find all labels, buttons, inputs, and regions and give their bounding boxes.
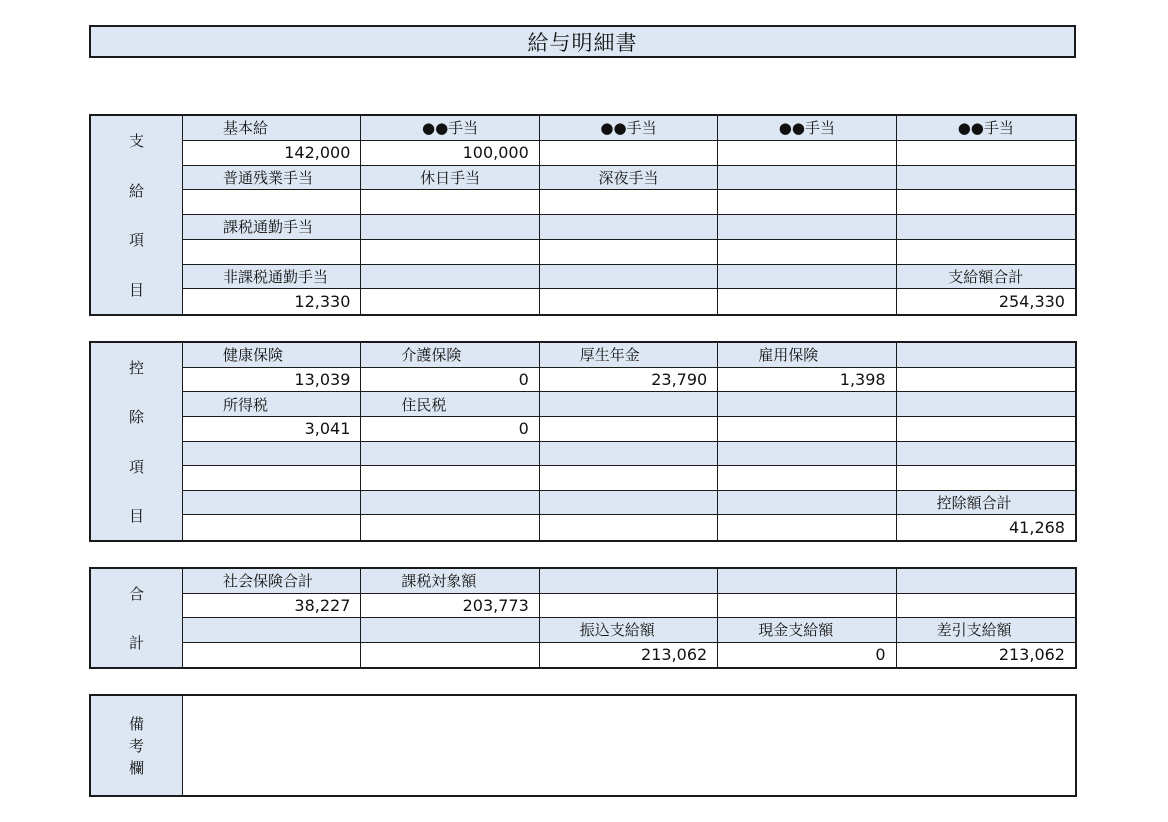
payments-label-cell bbox=[718, 265, 896, 290]
payments-label-cell bbox=[718, 166, 896, 191]
payments-value-cell[interactable]: 12,330 bbox=[183, 289, 361, 314]
payments-value-cell[interactable] bbox=[361, 240, 539, 265]
side-char: 計 bbox=[128, 634, 144, 652]
deductions-label-cell bbox=[183, 442, 361, 467]
side-char: 目 bbox=[128, 280, 144, 299]
totals-value-cell[interactable]: 0 bbox=[718, 643, 896, 668]
payments-value-cell[interactable] bbox=[540, 289, 718, 314]
deductions-label-cell bbox=[183, 491, 361, 516]
deductions-value-cell[interactable]: 0 bbox=[361, 368, 539, 393]
deductions-label-cell bbox=[540, 442, 718, 467]
page-title: 給与明細書 bbox=[89, 25, 1076, 58]
deductions-label-cell bbox=[718, 392, 896, 417]
payments-label-cell: 休日手当 bbox=[361, 166, 539, 191]
deductions-value-cell[interactable] bbox=[361, 515, 539, 540]
remarks-side-label bbox=[91, 696, 183, 795]
payments-label-cell: 非課税通勤手当 bbox=[183, 265, 361, 290]
totals-label-cell bbox=[540, 569, 718, 594]
side-char: 支 bbox=[128, 132, 144, 151]
totals-label-cell bbox=[718, 569, 896, 594]
deductions-label-cell bbox=[897, 392, 1075, 417]
payments-value-cell[interactable]: 100,000 bbox=[361, 141, 539, 166]
deductions-label-cell: 雇用保険 bbox=[718, 343, 896, 368]
deductions-value-cell[interactable] bbox=[718, 417, 896, 442]
deductions-value-cell[interactable] bbox=[897, 417, 1075, 442]
deductions-value-cell[interactable] bbox=[897, 466, 1075, 491]
deductions-value-cell[interactable]: 3,041 bbox=[183, 417, 361, 442]
side-char: 合 bbox=[128, 585, 144, 603]
payments-value-cell[interactable] bbox=[897, 240, 1075, 265]
deductions-label-cell bbox=[718, 442, 896, 467]
totals-label-cell: 振込支給額 bbox=[540, 618, 718, 643]
deductions-value-cell[interactable]: 1,398 bbox=[718, 368, 896, 393]
totals-value-cell[interactable]: 213,062 bbox=[540, 643, 718, 668]
totals-label-cell: 社会保険合計 bbox=[183, 569, 361, 594]
payments-value-cell[interactable] bbox=[897, 141, 1075, 166]
payments-grid bbox=[183, 116, 1075, 314]
payments-label-cell: 課税通勤手当 bbox=[183, 215, 361, 240]
payments-value-cell[interactable] bbox=[540, 190, 718, 215]
deductions-value-cell[interactable] bbox=[540, 417, 718, 442]
totals-value-cell[interactable] bbox=[718, 594, 896, 619]
totals-side-label bbox=[91, 569, 183, 667]
deductions-section bbox=[89, 341, 1077, 542]
deductions-label-cell bbox=[718, 491, 896, 516]
totals-value-cell[interactable] bbox=[361, 643, 539, 668]
deductions-grid bbox=[183, 343, 1075, 540]
payments-label-cell bbox=[361, 265, 539, 290]
payments-value-cell[interactable]: 254,330 bbox=[897, 289, 1075, 314]
totals-value-cell[interactable] bbox=[540, 594, 718, 619]
payments-label-cell: ●●手当 bbox=[540, 116, 718, 141]
payments-value-cell[interactable] bbox=[718, 240, 896, 265]
side-char: 目 bbox=[128, 506, 144, 525]
deductions-label-cell: 介護保険 bbox=[361, 343, 539, 368]
deductions-value-cell[interactable]: 23,790 bbox=[540, 368, 718, 393]
deductions-label-cell bbox=[540, 491, 718, 516]
payments-value-cell[interactable] bbox=[718, 190, 896, 215]
deductions-value-cell[interactable]: 13,039 bbox=[183, 368, 361, 393]
deductions-value-cell[interactable] bbox=[718, 466, 896, 491]
payments-label-cell bbox=[718, 215, 896, 240]
payments-label-cell: ●●手当 bbox=[361, 116, 539, 141]
deductions-label-cell bbox=[361, 442, 539, 467]
deductions-value-cell[interactable] bbox=[540, 515, 718, 540]
payments-side-label bbox=[91, 116, 183, 314]
deductions-label-cell: 控除額合計 bbox=[897, 491, 1075, 516]
payments-value-cell[interactable] bbox=[718, 289, 896, 314]
payments-label-cell: 深夜手当 bbox=[540, 166, 718, 191]
totals-value-cell[interactable]: 203,773 bbox=[361, 594, 539, 619]
payments-section bbox=[89, 114, 1077, 316]
payments-value-cell[interactable] bbox=[897, 190, 1075, 215]
payments-label-cell: 普通残業手当 bbox=[183, 166, 361, 191]
deductions-value-cell[interactable]: 0 bbox=[361, 417, 539, 442]
side-char: 項 bbox=[128, 231, 144, 250]
deductions-value-cell[interactable] bbox=[718, 515, 896, 540]
deductions-value-cell[interactable] bbox=[183, 466, 361, 491]
payments-value-cell[interactable] bbox=[361, 190, 539, 215]
payments-value-cell[interactable] bbox=[540, 240, 718, 265]
payments-value-cell[interactable]: 142,000 bbox=[183, 141, 361, 166]
totals-label-cell bbox=[183, 618, 361, 643]
payments-value-cell[interactable] bbox=[540, 141, 718, 166]
deductions-value-cell[interactable] bbox=[897, 368, 1075, 393]
totals-value-cell[interactable] bbox=[897, 594, 1075, 619]
deductions-label-cell bbox=[361, 491, 539, 516]
deductions-value-cell[interactable] bbox=[183, 515, 361, 540]
deductions-label-cell bbox=[897, 442, 1075, 467]
payments-value-cell[interactable] bbox=[361, 289, 539, 314]
payments-label-cell bbox=[540, 215, 718, 240]
deductions-label-cell: 厚生年金 bbox=[540, 343, 718, 368]
deductions-value-cell[interactable]: 41,268 bbox=[897, 515, 1075, 540]
side-char: 欄 bbox=[128, 758, 144, 777]
deductions-label-cell: 住民税 bbox=[361, 392, 539, 417]
totals-section bbox=[89, 567, 1077, 669]
deductions-label-cell: 健康保険 bbox=[183, 343, 361, 368]
payments-label-cell bbox=[897, 215, 1075, 240]
payments-value-cell[interactable] bbox=[183, 190, 361, 215]
payments-label-cell: ●●手当 bbox=[718, 116, 896, 141]
totals-label-cell bbox=[897, 569, 1075, 594]
totals-value-cell[interactable]: 213,062 bbox=[897, 643, 1075, 668]
payments-value-cell[interactable] bbox=[718, 141, 896, 166]
totals-grid bbox=[183, 569, 1075, 667]
totals-label-cell: 現金支給額 bbox=[718, 618, 896, 643]
remarks-section bbox=[89, 694, 1077, 797]
side-char: 考 bbox=[128, 736, 144, 755]
payments-label-cell bbox=[540, 265, 718, 290]
side-char: 控 bbox=[128, 359, 144, 378]
totals-label-cell: 差引支給額 bbox=[897, 618, 1075, 643]
side-char: 備 bbox=[128, 714, 144, 733]
payments-label-cell: ●●手当 bbox=[897, 116, 1075, 141]
deductions-label-cell bbox=[897, 343, 1075, 368]
payments-label-cell bbox=[361, 215, 539, 240]
deductions-value-cell[interactable] bbox=[540, 466, 718, 491]
deductions-label-cell bbox=[540, 392, 718, 417]
totals-label-cell bbox=[361, 618, 539, 643]
side-char: 項 bbox=[128, 457, 144, 476]
payments-value-cell[interactable] bbox=[183, 240, 361, 265]
deductions-value-cell[interactable] bbox=[361, 466, 539, 491]
totals-label-cell: 課税対象額 bbox=[361, 569, 539, 594]
remarks-area[interactable] bbox=[183, 696, 1075, 795]
side-char: 除 bbox=[128, 408, 144, 427]
totals-value-cell[interactable]: 38,227 bbox=[183, 594, 361, 619]
side-char: 給 bbox=[128, 181, 144, 200]
deductions-label-cell: 所得税 bbox=[183, 392, 361, 417]
payments-label-cell: 支給額合計 bbox=[897, 265, 1075, 290]
deductions-side-label bbox=[91, 343, 183, 540]
payments-label-cell bbox=[897, 166, 1075, 191]
payments-label-cell: 基本給 bbox=[183, 116, 361, 141]
totals-value-cell[interactable] bbox=[183, 643, 361, 668]
